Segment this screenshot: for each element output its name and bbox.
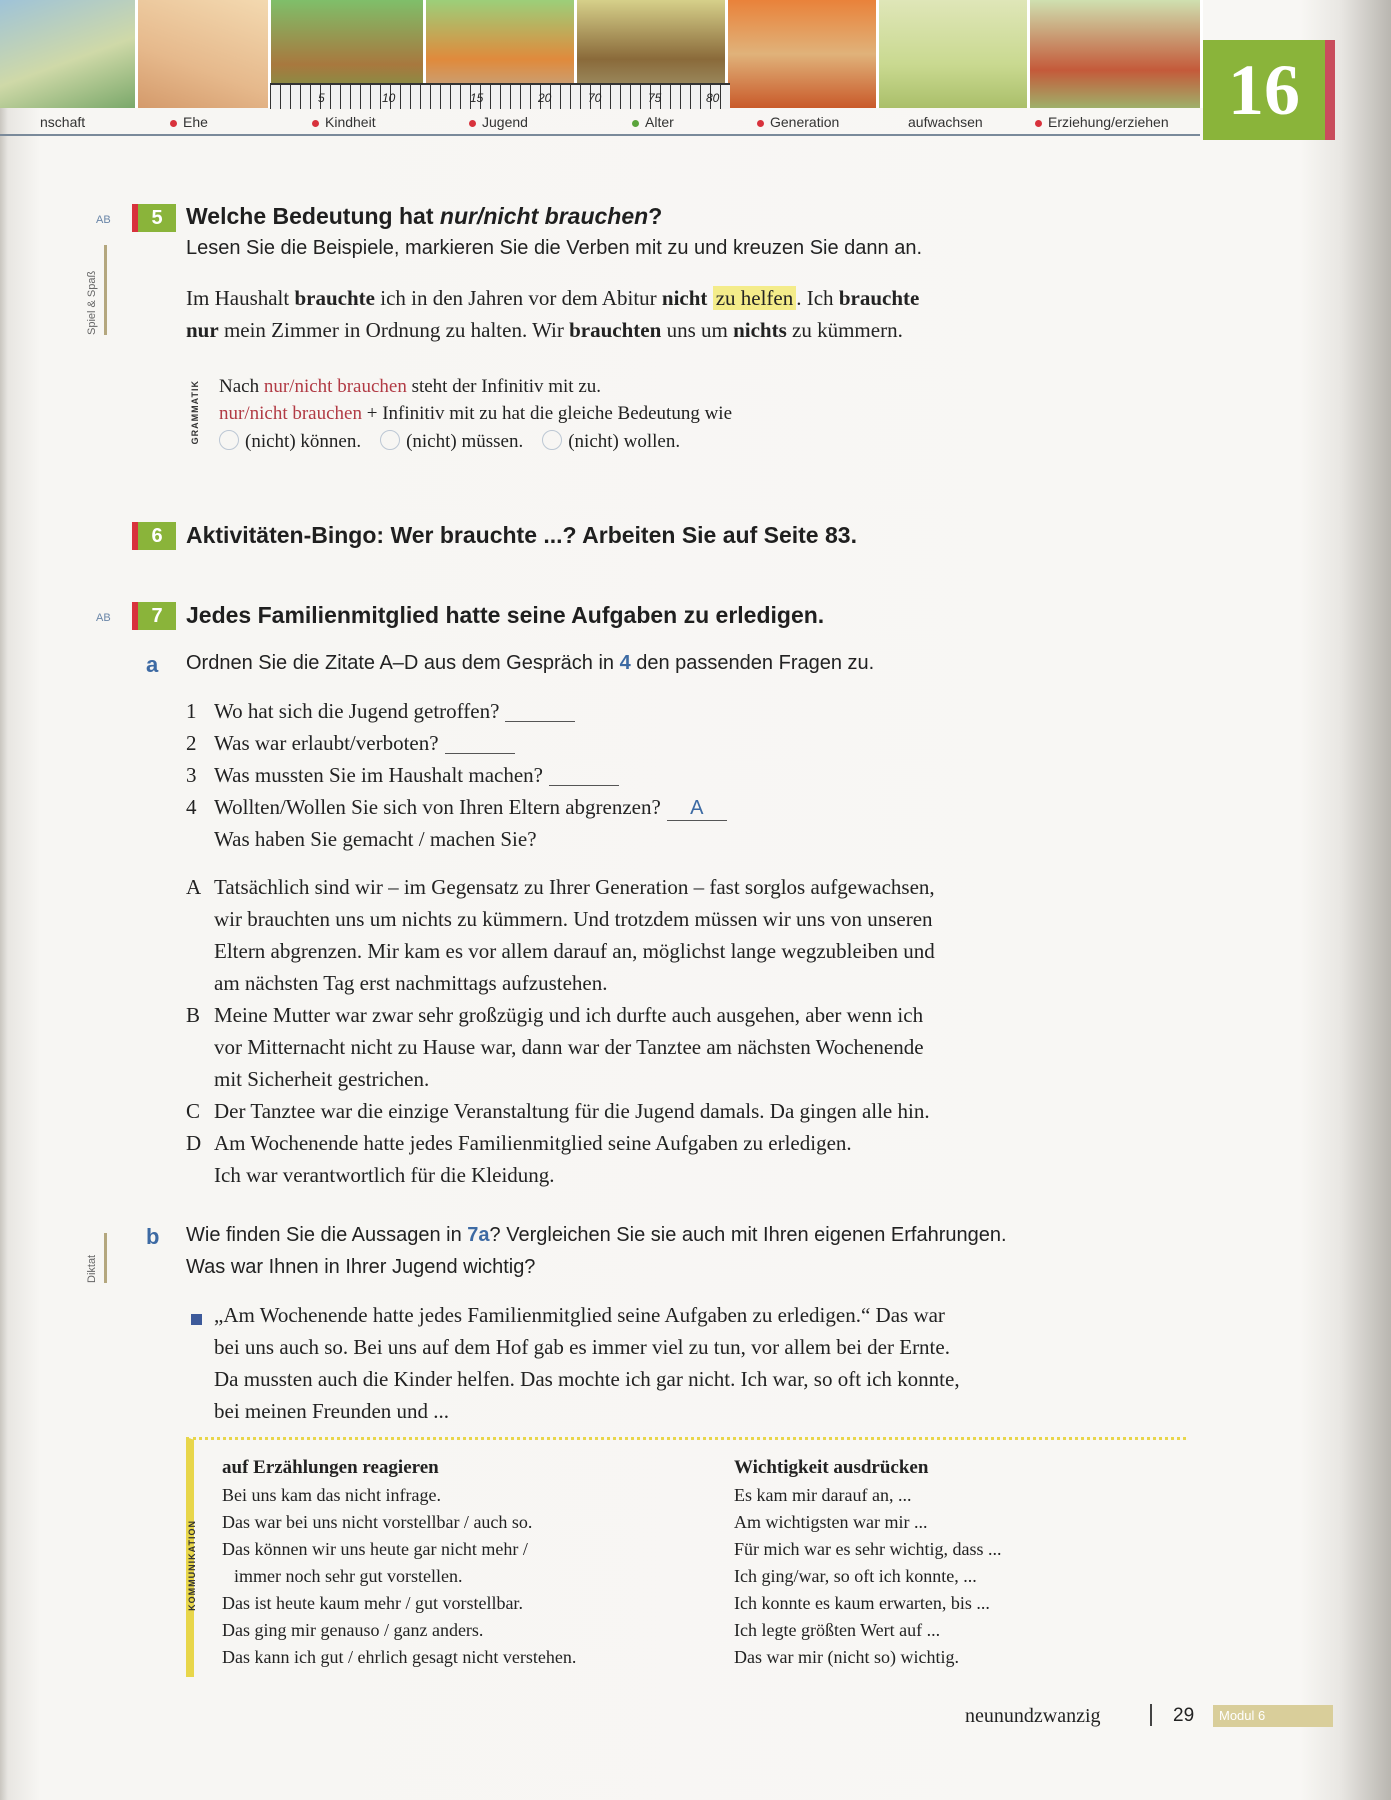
sample-answer-line: Da mussten auch die Kinder helfen. Das mochte ich gar nicht. Ich war, so oft ich konnte,	[214, 1367, 960, 1391]
category-label: Alter	[645, 114, 674, 130]
illustration-growing-up	[879, 0, 1030, 108]
exercise-5-instruction: Lesen Sie die Beispiele, markieren Sie die Verben mit zu und kreuzen Sie dann an.	[186, 237, 923, 259]
quote-b: B Meine Mutter war zwar sehr großzügig und ich durfte auch ausgehen, aber wenn ich	[186, 1003, 924, 1027]
ab-marker: AB	[96, 214, 111, 226]
quote-d-line: Ich war verantwortlich für die Kleidung.	[214, 1163, 555, 1187]
komm-right-item: Für mich war es sehr wichtig, dass ...	[734, 1539, 1002, 1559]
category-item	[312, 114, 376, 130]
exercise-5-title: Welche Bedeutung hat nur/nicht brauchen?	[186, 203, 663, 229]
answer-field[interactable]: A	[667, 797, 727, 821]
category-label: Kindheit	[325, 114, 376, 130]
page-number-word: neunundzwanzig	[965, 1705, 1101, 1727]
exercise-7-number: 7	[132, 602, 176, 630]
red-dot-icon	[170, 120, 177, 127]
red-dot-icon	[757, 120, 764, 127]
komm-right-title: Wichtigkeit ausdrücken	[734, 1457, 929, 1478]
example-line-1: Im Haushalt brauchte ich in den Jahren vor dem Abitur nicht zu helfen . Ich brauchte	[186, 286, 920, 310]
komm-right-item: Am wichtigsten war mir ...	[734, 1512, 928, 1532]
side-tag-diktat: Diktat	[86, 1233, 107, 1283]
quote-b-line: vor Mitternacht nicht zu Hause war, dann war der Tanztee am nächsten Wochenende	[214, 1035, 924, 1059]
question-1: 1 Wo hat sich die Jugend getroffen?	[186, 699, 575, 724]
grammar-tag: GRAMMATIK	[190, 380, 200, 445]
komm-right-item: Ich konnte es kaum erwarten, bis ...	[734, 1593, 990, 1613]
illustration-generation	[728, 0, 879, 108]
komm-right-item: Ich legte größten Wert auf ...	[734, 1620, 941, 1640]
komm-right-item: Es kam mir darauf an, ...	[734, 1485, 912, 1505]
grammar-line-1: Nach nur/nicht brauchen steht der Infinitiv mit zu.	[219, 376, 602, 397]
category-item	[40, 114, 85, 130]
category-label: Generation	[770, 114, 840, 130]
komm-left-title: auf Erzählungen reagieren	[222, 1457, 439, 1478]
ab-marker: AB	[96, 612, 111, 624]
task-b-letter: b	[146, 1224, 160, 1249]
exercise-7-title: Jedes Familienmitglied hatte seine Aufgaben zu erledigen.	[186, 602, 825, 628]
exercise-6-number: 6	[132, 522, 176, 550]
komm-left-item: Bei uns kam das nicht infrage.	[222, 1485, 441, 1505]
komm-left-item: Das können wir uns heute gar nicht mehr /	[222, 1539, 528, 1559]
category-label: Jugend	[482, 114, 528, 130]
category-bar	[0, 110, 1200, 136]
category-label: nschaft	[40, 114, 86, 130]
quote-a: A Tatsächlich sind wir – im Gegensatz zu Ihrer Generation – fast sorglos aufgewachsen,	[186, 875, 935, 899]
quote-d: D Am Wochenende hatte jedes Familienmitglied seine Aufgaben zu erledigen.	[186, 1131, 852, 1155]
footer-divider	[1150, 1704, 1152, 1726]
page-number: 29	[1173, 1705, 1195, 1726]
quote-c: C Der Tanztee war die einzige Veranstaltung für die Jugend damals. Da gingen alle hin.	[186, 1099, 930, 1123]
red-dot-icon	[312, 120, 319, 127]
komm-left-item: Das ging mir genauso / ganz anders.	[222, 1620, 484, 1640]
checkbox-wollen[interactable]	[542, 430, 562, 450]
red-dot-icon	[1035, 120, 1042, 127]
komm-left-item: Das ist heute kaum mehr / gut vorstellbar.	[222, 1593, 523, 1613]
category-item	[757, 114, 839, 130]
grammar-options: (nicht) können. (nicht) müssen. (nicht) wollen.	[219, 430, 680, 453]
red-dot-icon	[469, 120, 476, 127]
task-a-instruction: Ordnen Sie die Zitate A–D aus dem Gespräch in 4 den passenden Fragen zu.	[186, 652, 875, 674]
exercise-6-title: Aktivitäten-Bingo: Wer brauchte ...? Arbeiten Sie auf Seite 83.	[186, 522, 857, 548]
category-item	[632, 114, 674, 130]
ruler-tick: 15	[470, 91, 484, 105]
side-tag-spiel: Spiel & Spaß	[86, 245, 107, 335]
category-label: aufwachsen	[908, 114, 983, 130]
category-item	[908, 114, 983, 130]
komm-left-item: Das war bei uns nicht vorstellbar / auch so.	[222, 1512, 533, 1532]
chapter-edge-bar	[1325, 40, 1335, 140]
category-item	[469, 114, 528, 130]
question-4-line-2: Was haben Sie gemacht / machen Sie?	[214, 827, 537, 851]
quote-a-line: wir brauchten uns um nichts zu kümmern. Und trotzdem müssen wir uns von unseren	[214, 907, 933, 931]
ruler-tick: 20	[538, 91, 552, 105]
komm-left-item: Das kann ich gut / ehrlich gesagt nicht verstehen.	[222, 1647, 577, 1667]
kommunikation-box	[186, 1437, 1186, 1677]
illustration-friendship	[0, 0, 138, 108]
ruler-tick: 80	[706, 91, 720, 105]
answer-blank[interactable]	[445, 753, 515, 754]
sample-answer-line: bei uns auch so. Bei uns auf dem Hof gab es immer viel zu tun, vor allem bei der Ernte.	[214, 1335, 950, 1359]
ruler-tick: 75	[648, 91, 662, 105]
quote-a-line: am nächsten Tag erst nachmittags aufzustehen.	[214, 971, 608, 995]
question-2: 2 Was war erlaubt/verboten?	[186, 731, 515, 756]
square-bullet-icon	[191, 1314, 202, 1325]
quote-a-line: Eltern abgrenzen. Mir kam es vor allem darauf an, möglichst lange wegzubleiben und	[214, 939, 935, 963]
quote-b-line: mit Sicherheit gestrichen.	[214, 1067, 430, 1091]
age-ruler	[270, 83, 730, 109]
header-illustrations	[0, 0, 1200, 110]
illustration-upbringing	[1030, 0, 1203, 108]
komm-left-item: immer noch sehr gut vorstellen.	[234, 1566, 463, 1586]
checkbox-koennen[interactable]	[219, 430, 239, 450]
category-label: Ehe	[183, 114, 208, 130]
category-item	[1035, 114, 1169, 130]
category-label: Erziehung/erziehen	[1048, 114, 1169, 130]
sample-answer-line: bei meinen Freunden und ...	[214, 1399, 450, 1423]
question-3: 3 Was mussten Sie im Haushalt machen?	[186, 763, 619, 788]
task-b-instruction-2: Was war Ihnen in Ihrer Jugend wichtig?	[186, 1256, 536, 1278]
task-b-instruction-1: Wie finden Sie die Aussagen in 7a? Vergleichen Sie sie auch mit Ihren eigenen Erfahrungen.	[186, 1224, 1007, 1246]
ruler-tick: 5	[318, 91, 325, 105]
answer-blank[interactable]	[549, 785, 619, 786]
answer-blank[interactable]	[505, 721, 575, 722]
exercise-5-number: 5	[132, 204, 176, 232]
chapter-number-badge: 16	[1203, 40, 1325, 140]
question-4: 4 Wollten/Wollen Sie sich von Ihren Eltern abgrenzen? A	[186, 795, 727, 821]
checkbox-muessen[interactable]	[380, 430, 400, 450]
komm-right-item: Das war mir (nicht so) wichtig.	[734, 1647, 959, 1667]
category-item	[170, 114, 208, 130]
highlighted-verb: zu helfen	[713, 286, 797, 310]
komm-right-item: Ich ging/war, so oft ich konnte, ...	[734, 1566, 977, 1586]
kommunikation-tag: KOMMUNIKATION	[187, 1520, 197, 1611]
grammar-line-2: nur/nicht brauchen + Infinitiv mit zu hat die gleiche Bedeutung wie	[219, 403, 733, 424]
example-line-2: nur mein Zimmer in Ordnung zu halten. Wir brauchten uns um nichts zu kümmern.	[186, 318, 903, 342]
ruler-tick: 10	[382, 91, 396, 105]
task-a-letter: a	[146, 652, 159, 677]
sample-answer-line: „Am Wochenende hatte jedes Familienmitglied seine Aufgaben zu erledigen.“ Das war	[214, 1303, 945, 1327]
illustration-marriage	[138, 0, 271, 108]
green-dot-icon	[632, 120, 639, 127]
module-label: Modul 6	[1213, 1705, 1333, 1727]
ruler-tick: 70	[588, 91, 602, 105]
